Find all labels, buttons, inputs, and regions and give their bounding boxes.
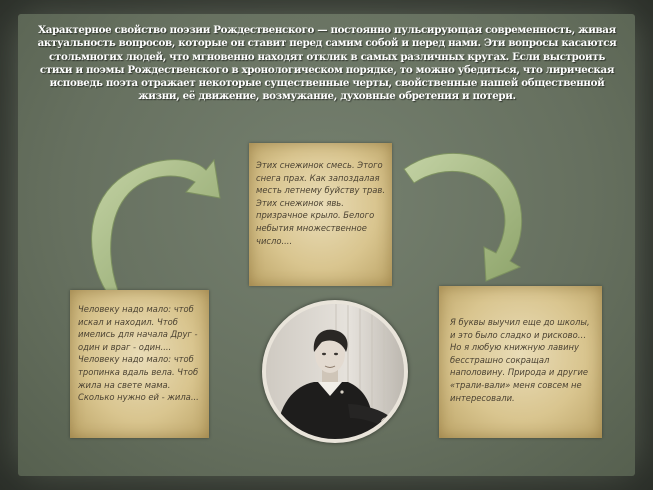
quote-card-left bbox=[70, 290, 209, 438]
quote-text-left: Человеку надо мало: чтоб искал и находил. Чтоб имелись для начала Друг - один и враг - один.... Человеку надо мало: чтоб тропинка вдаль вела. Чтоб жила на свете мама. Сколько нужно ей - жила... bbox=[78, 304, 199, 403]
quote-text-right: Я буквы выучил еще до школы, и это было сладко и рисково… Но я любую книжную лавину бесстрашно сокращал наполовину. Природа и другие «трали-вали» меня совсем не интересовали. bbox=[450, 317, 590, 403]
quote-card-middle bbox=[249, 143, 392, 286]
poet-portrait-photo bbox=[262, 300, 408, 443]
portrait-illustration bbox=[266, 304, 404, 439]
quote-text-middle: Этих снежинок смесь. Этого снега прах. Как запоздалая месть летнему буйству трав. Этих снежинок явь. призрачное крыло. Белого небытия множественное число.... bbox=[256, 160, 386, 246]
quote-card-right bbox=[439, 286, 602, 438]
curved-arrow-icon bbox=[400, 143, 530, 283]
curved-arrow-icon bbox=[78, 148, 228, 293]
intro-paragraph: Характерное свойство поэзии Рождественского — постоянно пульсирующая современность, живая актуальность вопросов, которые он ставит перед самим собой и перед нами. Эти вопросы касаются стольмногих людей, что мгновенно находят отклик в самых различных кругах. Если выстроить стихи и поэмы Рождественского в хронологическом порядке, то можно убедиться, что лирическая исповедь поэта отражает некоторые существенные черты, свойственные нашей общественной жизни, её движение, возмужание, духовные обретения и потери. bbox=[37, 24, 617, 103]
